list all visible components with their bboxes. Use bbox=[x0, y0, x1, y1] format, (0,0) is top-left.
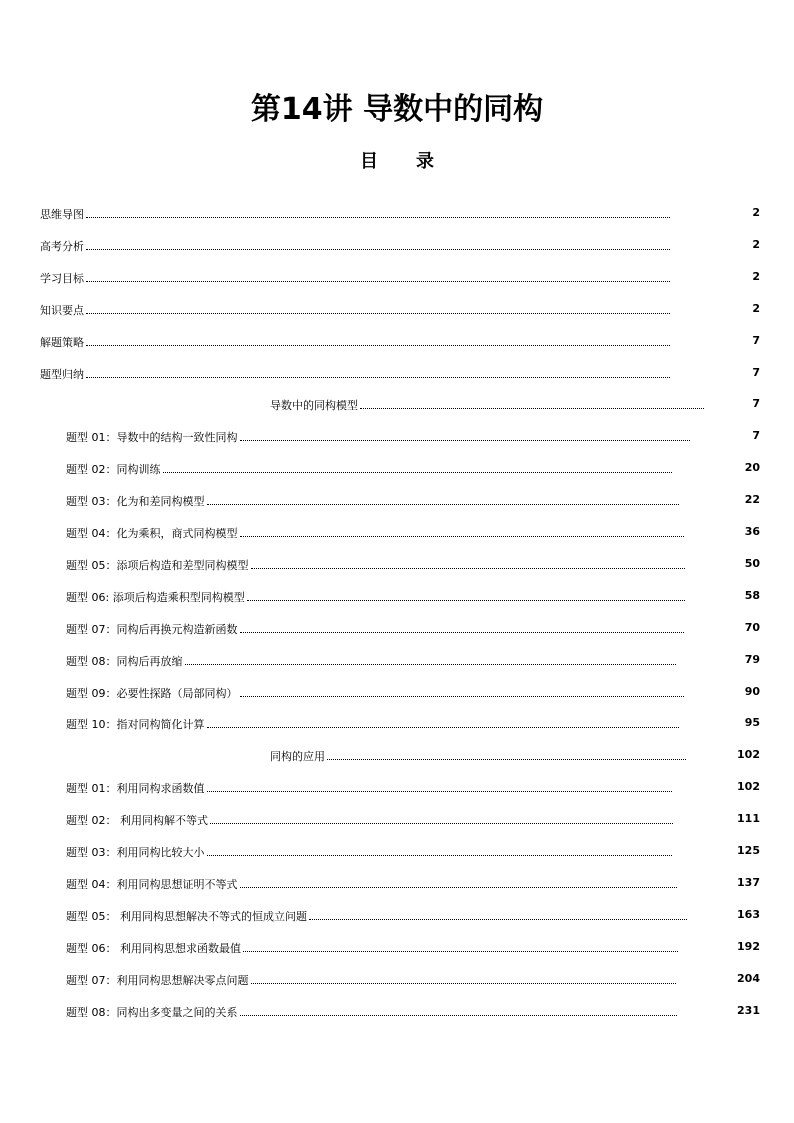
toc-entry-line bbox=[40, 334, 670, 350]
toc-entry-page-number: 7 bbox=[752, 365, 760, 379]
toc-dot-leader bbox=[207, 791, 673, 792]
toc-entry-label: 题型 02：同构训练 bbox=[66, 463, 161, 477]
toc-entry-label: 题型归纳 bbox=[40, 367, 84, 381]
toc-dot-leader bbox=[86, 281, 670, 282]
toc-entry-label: 题型 07：同构后再换元构造新函数 bbox=[66, 622, 238, 636]
toc-entry-line bbox=[66, 621, 684, 637]
toc-entry-line bbox=[66, 940, 678, 956]
toc-entry-line bbox=[66, 876, 677, 892]
toc-entry-line bbox=[40, 270, 670, 286]
toc-entry-page-number: 2 bbox=[752, 301, 760, 315]
toc-entry-label: 题型 06： 利用同构思想求函数最值 bbox=[66, 941, 241, 955]
toc-entry-line bbox=[66, 589, 685, 605]
toc-entry[interactable] bbox=[0, 994, 794, 1026]
toc-entry-page-number: 95 bbox=[744, 716, 760, 730]
toc-entry-page-number: 2 bbox=[752, 269, 760, 283]
toc-entry-page-number: 90 bbox=[744, 684, 760, 698]
toc-dot-leader bbox=[86, 377, 670, 378]
toc-entry-page-number: 58 bbox=[744, 588, 760, 602]
toc-dot-leader bbox=[243, 951, 678, 952]
toc-entry[interactable] bbox=[0, 930, 794, 962]
toc-entry[interactable] bbox=[0, 611, 794, 643]
toc-dot-leader bbox=[327, 759, 686, 760]
toc-entry-label: 题型 04：利用同构思想证明不等式 bbox=[66, 877, 238, 891]
toc-entry-page-number: 102 bbox=[737, 780, 760, 794]
toc-entry-label: 题型 03：利用同构比较大小 bbox=[66, 846, 205, 859]
toc-entry[interactable] bbox=[0, 515, 794, 547]
toc-entry-line bbox=[66, 493, 679, 509]
toc-entry-label: 题型 02： 利用同构解不等式 bbox=[66, 814, 208, 828]
toc-entry[interactable] bbox=[0, 643, 794, 675]
toc-dot-leader bbox=[240, 440, 691, 441]
toc-entry-page-number: 204 bbox=[737, 971, 760, 985]
toc-dot-leader bbox=[207, 727, 680, 728]
toc-dot-leader bbox=[207, 855, 673, 856]
toc-entry-label: 导数中的同构模型 bbox=[270, 399, 358, 413]
toc-entry-page-number: 2 bbox=[752, 206, 760, 219]
toc-heading-char-1: 目 bbox=[360, 151, 378, 172]
toc-dot-leader bbox=[86, 345, 670, 346]
toc-entry-label: 题型 01：利用同构求函数值 bbox=[66, 782, 205, 796]
toc-entry-label: 知识要点 bbox=[40, 303, 84, 317]
toc-entry-line bbox=[40, 302, 670, 318]
toc-entry-label: 题型 03：化为和差同构模型 bbox=[66, 495, 205, 509]
toc-entry-page-number: 36 bbox=[744, 525, 760, 538]
toc-entry-label: 题型 10：指对同构简化计算 bbox=[66, 718, 205, 732]
toc-entry[interactable] bbox=[0, 579, 794, 611]
toc-dot-leader bbox=[240, 887, 678, 888]
toc-entry-line bbox=[66, 557, 685, 573]
toc-dot-leader bbox=[360, 408, 704, 409]
toc-entry-page-number: 20 bbox=[744, 461, 760, 475]
toc-entry[interactable] bbox=[0, 770, 794, 802]
toc-entry-line bbox=[66, 716, 679, 732]
toc-entry-line bbox=[66, 1004, 677, 1020]
toc-entry-page-number: 70 bbox=[744, 620, 760, 634]
toc-heading bbox=[0, 147, 794, 173]
toc-entry-label: 高考分析 bbox=[40, 239, 84, 253]
toc-entry-line bbox=[66, 812, 673, 828]
toc-entry[interactable] bbox=[0, 738, 794, 770]
toc-entry-label: 解题策略 bbox=[40, 335, 84, 349]
toc-dot-leader bbox=[86, 217, 670, 218]
toc-entry[interactable] bbox=[0, 260, 794, 292]
toc-entry-page-number: 7 bbox=[752, 397, 760, 411]
toc-entry-label: 题型 05：添项后构造和差型同构模型 bbox=[66, 558, 249, 572]
toc-dot-leader bbox=[163, 472, 673, 473]
toc-entry[interactable] bbox=[0, 419, 794, 451]
toc-entry-label: 题型 07：利用同构思想解决零点问题 bbox=[66, 973, 249, 987]
toc-entry-line bbox=[40, 238, 670, 254]
toc-dot-leader bbox=[247, 600, 685, 601]
toc-entry-line bbox=[40, 366, 670, 382]
toc-entry[interactable] bbox=[0, 196, 794, 228]
toc-entry-label: 思维导图 bbox=[40, 208, 84, 221]
toc-entry-page-number: 7 bbox=[752, 333, 760, 347]
toc-entry[interactable] bbox=[0, 547, 794, 579]
toc-entry[interactable] bbox=[0, 228, 794, 260]
toc-dot-leader bbox=[86, 313, 670, 314]
toc-entry-line bbox=[66, 429, 690, 445]
toc-entry-page-number: 50 bbox=[744, 556, 760, 570]
toc-entry[interactable] bbox=[0, 356, 794, 388]
toc-entry-label: 学习目标 bbox=[40, 271, 84, 285]
toc-entry[interactable] bbox=[0, 866, 794, 898]
toc-dot-leader bbox=[240, 1015, 678, 1016]
toc-entry-page-number: 192 bbox=[737, 939, 760, 953]
toc-entry[interactable] bbox=[0, 802, 794, 834]
toc-entry-page-number: 2 bbox=[752, 237, 760, 251]
toc-entry-line bbox=[66, 525, 684, 541]
toc-entry-line bbox=[66, 685, 684, 701]
toc-entry-page-number: 102 bbox=[737, 748, 760, 762]
toc-entry-line bbox=[66, 653, 676, 669]
toc-entry[interactable] bbox=[0, 706, 794, 738]
toc-dot-leader bbox=[207, 504, 680, 505]
document-title: 第14讲 导数中的同构 bbox=[250, 92, 544, 127]
toc-entry-page-number: 22 bbox=[744, 493, 760, 507]
toc-entry[interactable] bbox=[0, 898, 794, 930]
toc-entry-page-number: 231 bbox=[737, 1003, 760, 1017]
toc-entry-label: 题型 04：化为乘积，商式同构模型 bbox=[66, 527, 238, 540]
toc-entry-label: 题型 09：必要性探路（局部同构） bbox=[66, 686, 238, 700]
toc-dot-leader bbox=[251, 568, 686, 569]
toc-entry-line bbox=[270, 397, 704, 413]
toc-entry-page-number: 79 bbox=[744, 652, 760, 666]
toc-dot-leader bbox=[210, 823, 673, 824]
toc-entry[interactable] bbox=[0, 834, 794, 866]
toc-entry-line bbox=[66, 844, 672, 860]
toc-entry-label: 题型 06: 添项后构造乘积型同构模型 bbox=[66, 590, 245, 604]
toc-dot-leader bbox=[185, 664, 677, 665]
toc-entry-line bbox=[66, 972, 676, 988]
toc-entry-line bbox=[66, 461, 672, 477]
toc-entry-label: 同构的应用 bbox=[270, 750, 325, 764]
toc-entry-page-number: 111 bbox=[737, 812, 760, 826]
toc-entry-page-number: 137 bbox=[737, 875, 760, 889]
toc-entry-page-number: 125 bbox=[737, 844, 760, 857]
toc-entry-line bbox=[66, 908, 687, 924]
toc-entry-page-number: 163 bbox=[737, 907, 760, 921]
toc-entry-page-number: 7 bbox=[752, 429, 760, 443]
toc-dot-leader bbox=[240, 696, 685, 697]
toc-entry-label: 题型 01：导数中的结构一致性同构 bbox=[66, 431, 238, 445]
toc-entry-line bbox=[66, 780, 672, 796]
toc-entry[interactable] bbox=[0, 292, 794, 324]
toc-entry[interactable] bbox=[0, 675, 794, 707]
toc-dot-leader bbox=[240, 632, 685, 633]
toc-entry-label: 题型 08：同构后再放缩 bbox=[66, 654, 183, 668]
toc-dot-leader bbox=[251, 983, 677, 984]
toc-dot-leader bbox=[86, 249, 670, 250]
toc-entry-label: 题型 08：同构出多变量之间的关系 bbox=[66, 1005, 238, 1019]
toc-entry-line bbox=[40, 206, 670, 222]
toc-entry[interactable] bbox=[0, 324, 794, 356]
toc-entry[interactable] bbox=[0, 451, 794, 483]
toc-dot-leader bbox=[240, 536, 685, 537]
toc-entry[interactable] bbox=[0, 387, 794, 419]
toc-entry[interactable] bbox=[0, 483, 794, 515]
toc-entry-line bbox=[270, 748, 686, 764]
toc-entry[interactable] bbox=[0, 962, 794, 994]
toc-entry-label: 题型 05： 利用同构思想解决不等式的恒成立问题 bbox=[66, 909, 307, 923]
toc-heading-char-2: 录 bbox=[416, 151, 434, 172]
toc-dot-leader bbox=[309, 919, 687, 920]
